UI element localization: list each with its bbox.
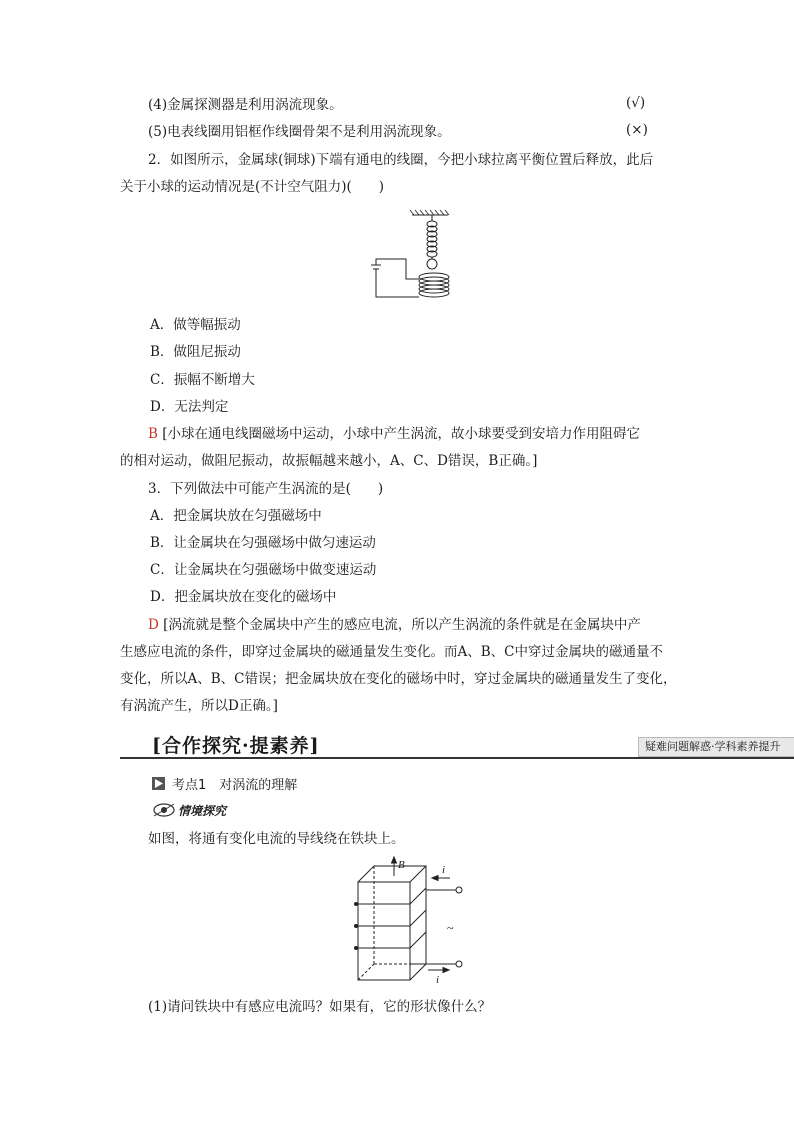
situation-intro: 如图，将通有变化电流的导线绕在铁块上。	[148, 831, 405, 847]
situation-icon	[152, 802, 176, 818]
q2-stem-line1: 2．如图所示，金属球(铜球)下端有通电的线圈，今把小球拉离平衡位置后释放，此后	[148, 152, 654, 168]
situation-question-1: (1)请问铁块中有感应电流吗？如果有，它的形状像什么？	[148, 999, 492, 1015]
q2-option-c: C．振幅不断增大	[150, 372, 255, 388]
q3-option-d: D．把金属块放在变化的磁场中	[150, 589, 337, 605]
figure-iron-block	[350, 856, 470, 986]
q3-explanation-line3: 变化，所以A、B、C错误；把金属块放在变化的磁场中时，穿过金属块的磁通量发生了变化，	[120, 671, 677, 687]
b-field-label: B	[398, 859, 405, 871]
q3-explanation-line1: D [涡流就是整个金属块中产生的感应电流，所以产生涡流的条件就是在金属块中产	[148, 617, 641, 633]
current-top-label: i	[442, 864, 446, 876]
q2-option-b: B．做阻尼振动	[150, 344, 241, 360]
q2-explanation-line1: B [小球在通电线圈磁场中运动，小球中产生涡流，故小球要受到安培力作用阻碍它	[148, 426, 640, 442]
kaodian-label: 考点1 对涡流的理解	[172, 778, 298, 793]
section-divider	[120, 757, 794, 759]
judgement-4: (4)金属探测器是利用涡流现象。	[148, 97, 343, 113]
q3-explanation-line2: 生感应电流的条件，即穿过金属块的磁通量发生变化。而A、B、C中穿过金属块的磁通量不	[120, 644, 663, 660]
judgement-4-mark: (√)	[626, 95, 646, 111]
play-triangle-icon	[152, 777, 165, 790]
ac-symbol: ~	[447, 921, 454, 935]
q3-explanation-line4: 有涡流产生，所以D正确。]	[120, 698, 278, 714]
q2-option-a: A．做等幅振动	[150, 317, 241, 333]
judgement-5-mark: (×)	[626, 122, 648, 138]
q2-stem-line2: 关于小球的运动情况是(不计空气阻力)( )	[120, 179, 385, 195]
figure-ball-coil	[370, 207, 460, 303]
q3-stem: 3．下列做法中可能产生涡流的是( )	[148, 481, 384, 497]
q2-explanation-line2: 的相对运动，做阻尼振动，故振幅越来越小，A、C、D错误，B正确。]	[120, 453, 538, 469]
q3-option-a: A．把金属块放在匀强磁场中	[150, 508, 322, 524]
situation-label: 情境探究	[178, 804, 227, 818]
section-title: [合作探究·提素养]	[152, 735, 320, 757]
q3-option-b: B．让金属块在匀强磁场中做匀速运动	[150, 535, 376, 551]
q3-option-c: C．让金属块在匀强磁场中做变速运动	[150, 562, 377, 578]
q2-answer-letter: B	[148, 426, 158, 442]
judgement-5: (5)电表线圈用铝框作线圈骨架不是利用涡流现象。	[148, 124, 451, 140]
q2-option-d: D．无法判定	[150, 399, 229, 415]
current-bottom-label: i	[436, 974, 440, 986]
section-tag: 疑难问题解惑·学科素养提升	[638, 737, 794, 757]
q3-answer-letter: D	[148, 617, 159, 633]
